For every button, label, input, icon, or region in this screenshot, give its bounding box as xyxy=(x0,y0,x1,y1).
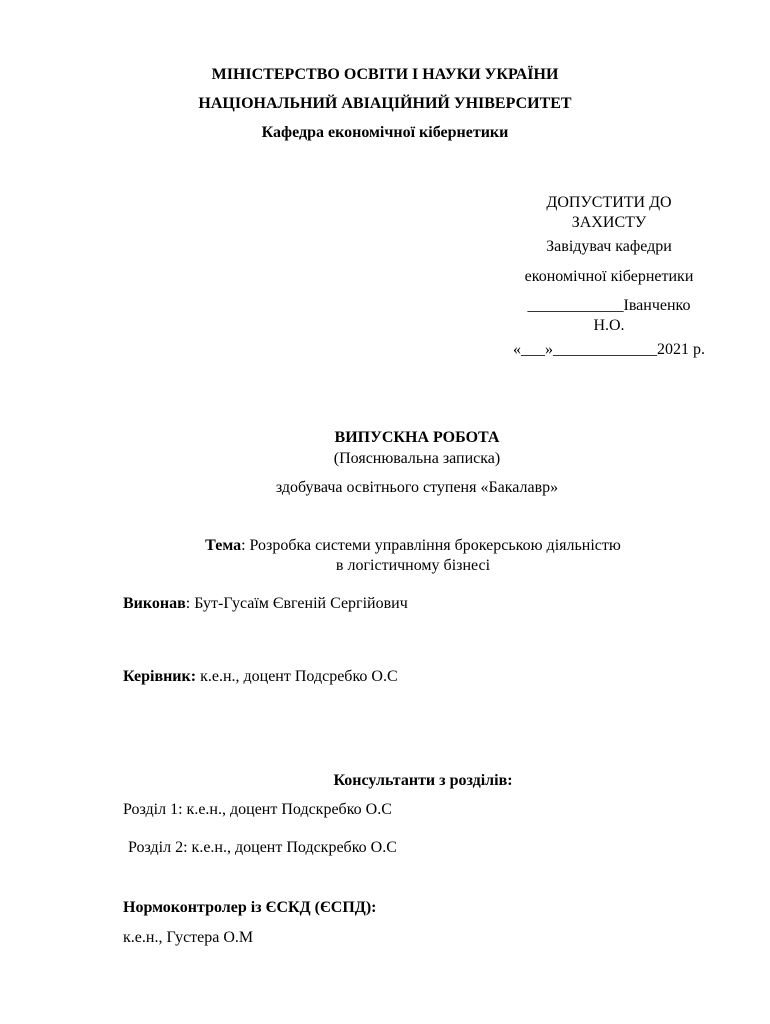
theme-text: : Розробка системи управління брокерською діяльністю xyxy=(241,537,621,554)
approval-signature: ____________Іванченко xyxy=(527,297,691,314)
work-title: ВИПУСКНА РОБОТА xyxy=(334,429,500,446)
supervisor-name: к.е.н., доцент Подсребко О.С xyxy=(196,668,398,685)
normcontrol-name: к.е.н., Густера О.М xyxy=(123,929,254,946)
consultant-section-1: Розділ 1: к.е.н., доцент Подскребко О.С xyxy=(123,801,392,818)
theme-line-1 xyxy=(28,536,770,556)
approval-line-2: ЗАХИСТУ xyxy=(571,214,647,231)
executor-name: : Бут-Гусаїм Євгеній Сергійович xyxy=(185,595,408,612)
theme-label: Тема xyxy=(205,537,242,554)
supervisor-line xyxy=(123,667,398,687)
university-heading: НАЦІОНАЛЬНИЙ АВІАЦІЙНИЙ УНІВЕРСИТЕТ xyxy=(198,95,572,112)
executor-line xyxy=(123,594,408,614)
supervisor-label: Керівник: xyxy=(123,668,197,685)
approval-initials: Н.О. xyxy=(593,317,625,334)
approval-dept: економічної кібернетики xyxy=(524,268,694,285)
work-degree: здобувача освітнього ступеня «Бакалавр» xyxy=(275,479,559,496)
department-heading: Кафедра економічної кібернетики xyxy=(261,124,509,141)
consultants-heading: Консультанти з розділів: xyxy=(333,772,513,789)
approval-date: «___»_____________2021 р. xyxy=(513,341,705,358)
theme-line-2: в логістичному бізнесі xyxy=(335,557,491,574)
consultant-section-2: Розділ 2: к.е.н., доцент Подскребко О.С xyxy=(128,839,397,856)
approval-line-1: ДОПУСТИТИ ДО xyxy=(546,194,672,211)
executor-label: Виконав xyxy=(123,595,186,612)
ministry-heading: МІНІСТЕРСТВО ОСВІТИ І НАУКИ УКРАЇНИ xyxy=(211,66,559,83)
work-subtitle: (Пояснювальна записка) xyxy=(333,450,501,467)
approval-head: Завідувач кафедри xyxy=(546,238,672,255)
normcontrol-heading: Нормоконтролер із ЄСКД (ЄСПД): xyxy=(123,899,377,916)
